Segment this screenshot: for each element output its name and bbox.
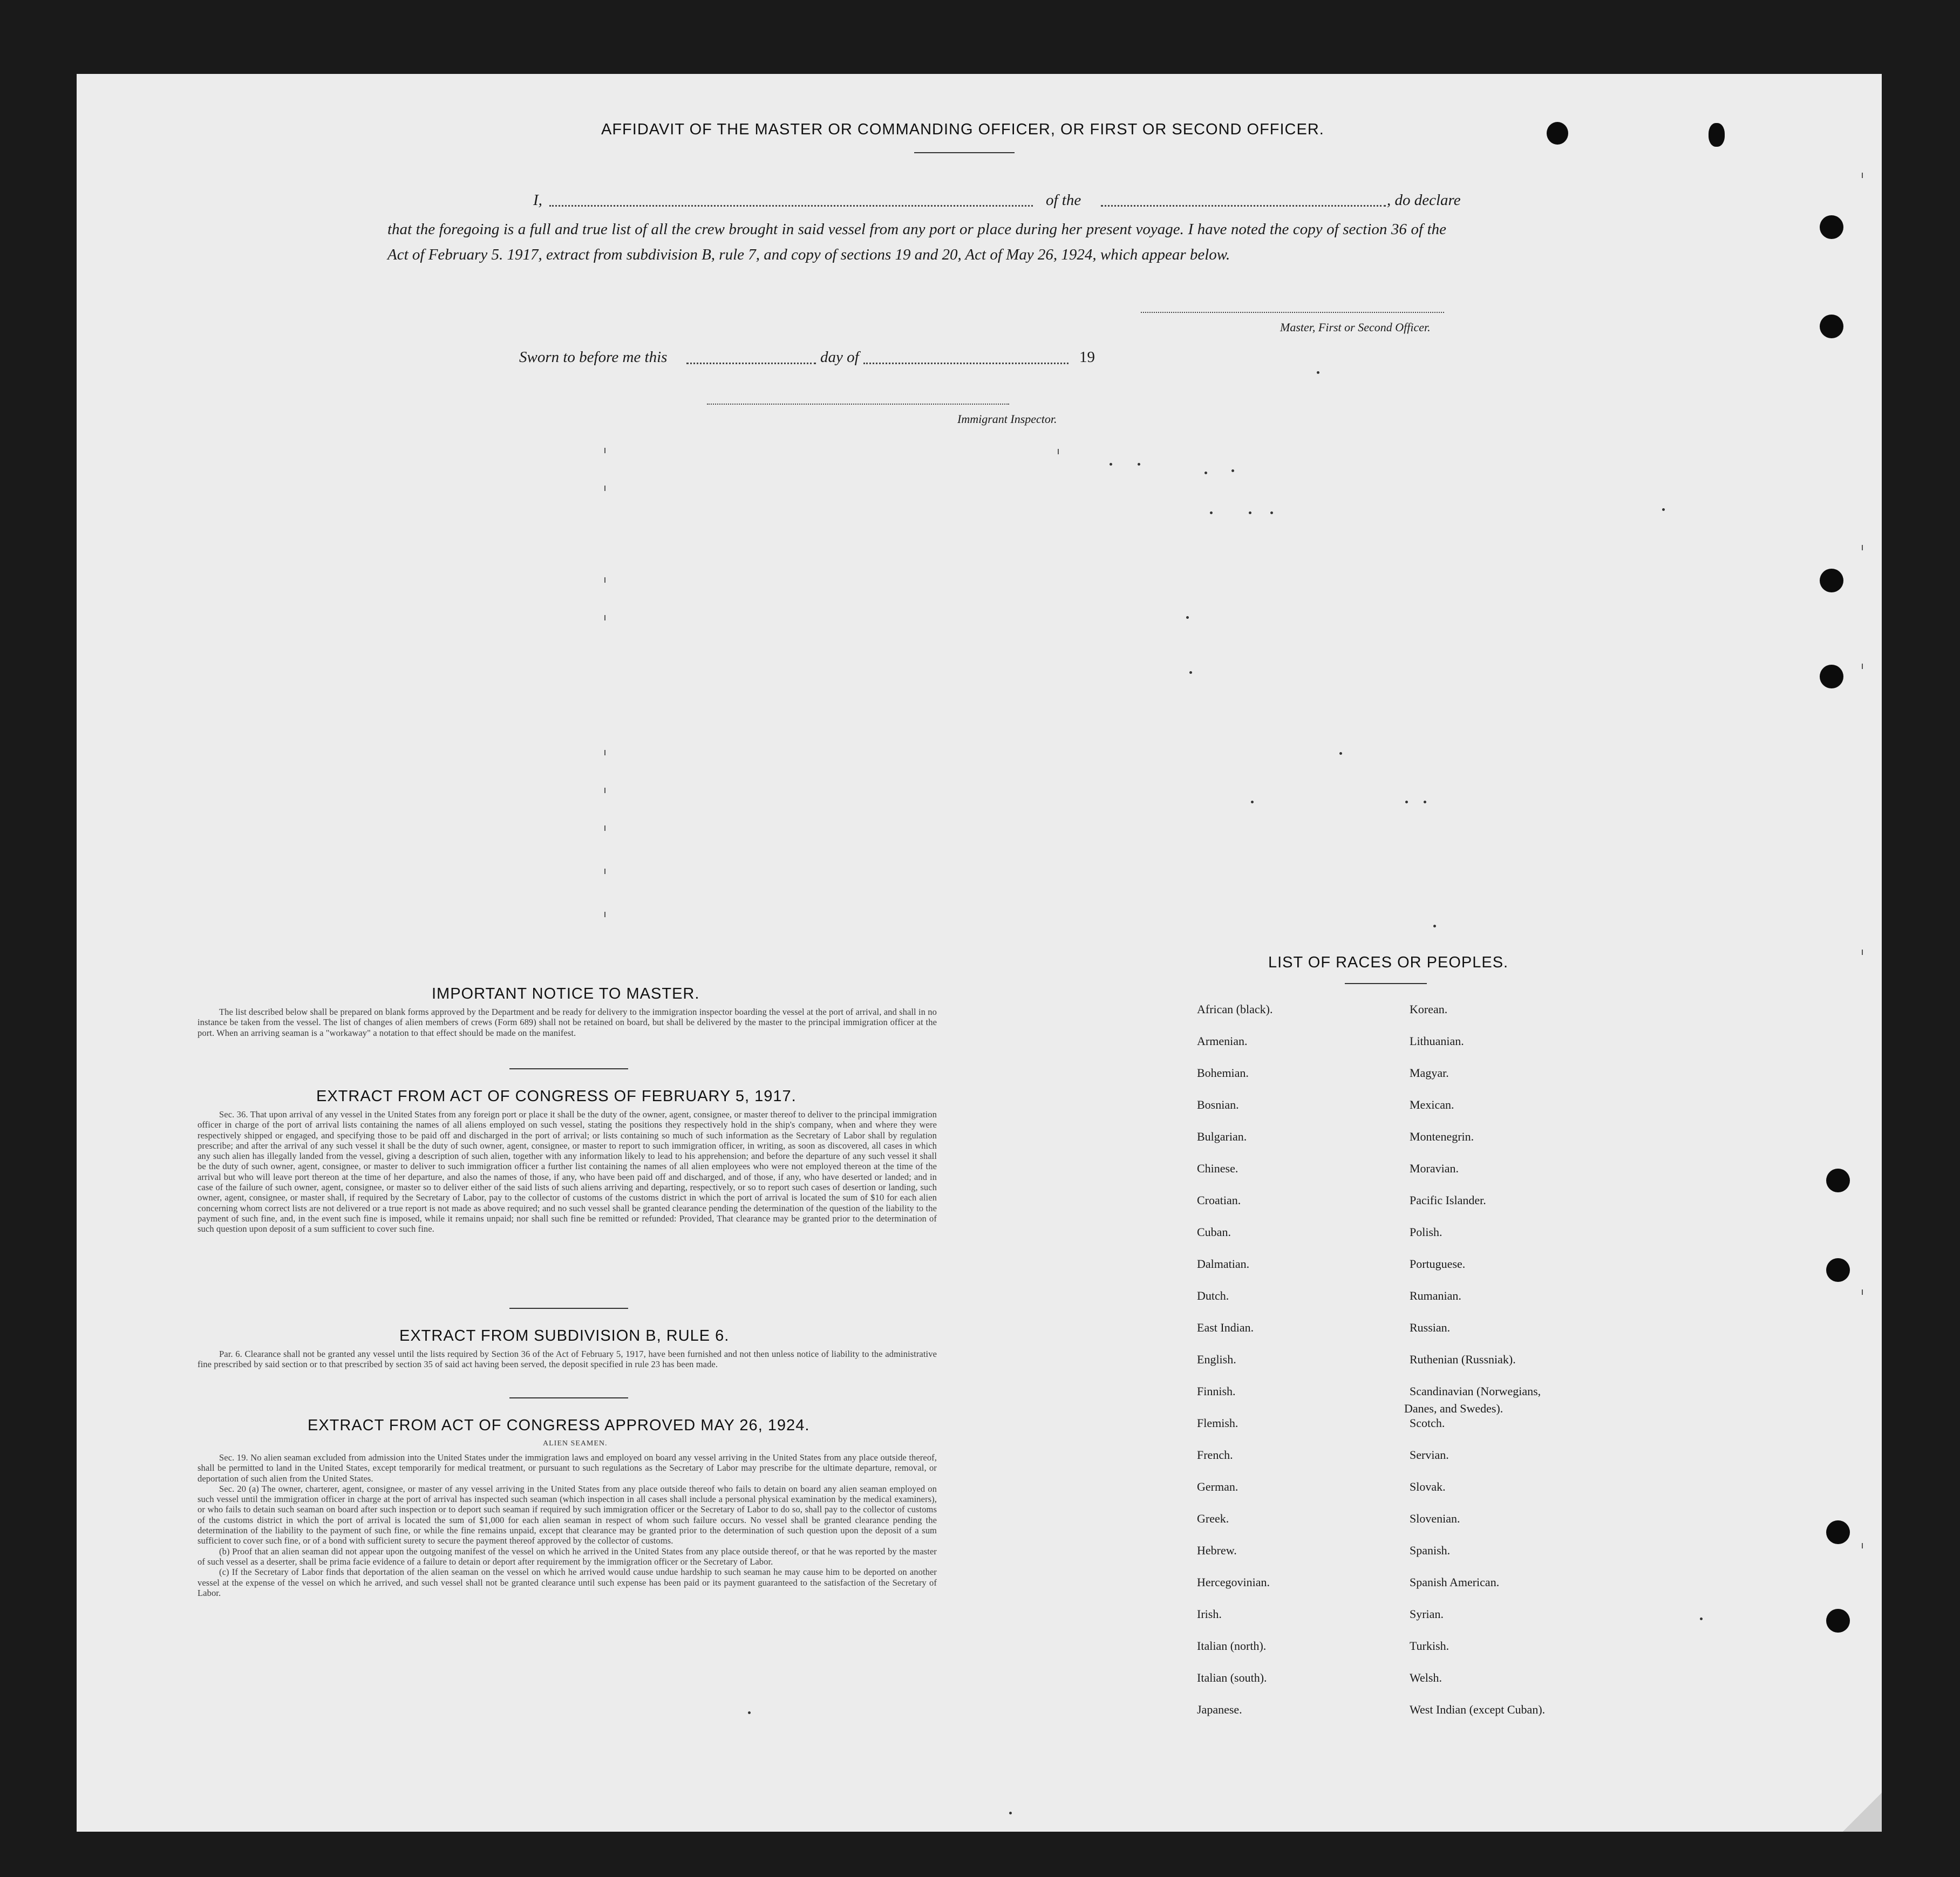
race-item: Moravian. — [1410, 1162, 1459, 1175]
scan-speck — [1186, 616, 1189, 619]
section-20b-paragraph: (b) Proof that an alien seaman did not appear upon the outgoing manifest of the vessel on which he arrived in the United States from any place outside thereof, or that he was reported by the master of such vessel as a deserter, shall be prima facie evidence of a failure to detain or deport after requirement by the immigration officer or the Secretary of Labor. — [198, 1546, 937, 1567]
race-item: Irish. — [1197, 1607, 1222, 1621]
scan-speck — [1009, 1812, 1012, 1814]
race-item: English. — [1197, 1353, 1236, 1366]
paragraph-6: Par. 6. Clearance shall not be granted any vessel until the lists required by Section 36 of the Act of February 5, 1917, have been furnished and not then unless notice of liability to the administrative fine prescribed by said section or to that prescribed by section 35 of said act having been served, the deposit specified in rule 23 has been made. — [198, 1349, 937, 1370]
punch-hole-icon — [1547, 122, 1568, 145]
of-the-label: of the — [1046, 192, 1081, 209]
race-item: Pacific Islander. — [1410, 1193, 1486, 1207]
punch-hole-icon — [1826, 1169, 1850, 1192]
race-item: West Indian (except Cuban). — [1410, 1703, 1546, 1716]
race-item: Finnish. — [1197, 1384, 1236, 1398]
affidavit-title: AFFIDAVIT OF THE MASTER OR COMMANDING OFFICER, OR FIRST OR SECOND OFFICER. — [601, 121, 1324, 138]
race-item: Rumanian. — [1410, 1289, 1461, 1302]
race-item: Slovak. — [1410, 1480, 1446, 1493]
master-signature-line[interactable] — [1141, 312, 1444, 313]
scan-speck — [1317, 371, 1319, 374]
race-item: Dalmatian. — [1197, 1257, 1250, 1271]
race-item: Spanish. — [1410, 1544, 1451, 1557]
section-divider — [509, 1068, 628, 1069]
year-label: 19 — [1079, 349, 1095, 366]
affidavit-body: that the foregoing is a full and true list of all the crew brought in said vessel from any port or place during her present voyage. I have noted the copy of section 36 of the Act of February 5. 1917, extract from subdivision B, rule 7, and copy of sections 19 and 20, Act of May 26, 1924, which appear below. — [387, 221, 1446, 263]
sworn-day-blank[interactable] — [686, 363, 816, 364]
extract-1924-title: EXTRACT FROM ACT OF CONGRESS APPROVED MAY 26, 1924. — [308, 1417, 810, 1434]
scan-mark — [604, 869, 605, 874]
race-item: Hercegovinian. — [1197, 1575, 1270, 1589]
race-item: Cuban. — [1197, 1225, 1231, 1239]
races-title-underline — [1345, 983, 1427, 984]
race-item: Chinese. — [1197, 1162, 1238, 1175]
extract-1924-body — [198, 1452, 937, 1598]
race-item: Dutch. — [1197, 1289, 1229, 1302]
race-item: Bosnian. — [1197, 1098, 1239, 1111]
scan-mark — [1862, 664, 1863, 669]
section-20a-paragraph: Sec. 20 (a) The owner, charterer, agent, consignee, or master of any vessel arriving in the United States from any place outside thereof who fails to detain on board any alien seaman employed on such vessel until the immigration officer in charge at the port of arrival has inspected such seaman (which inspection in all cases shall include a personal physical examination by the medical examiners), or who fails to detain such seaman on board after such inspection or to deport such seaman if required by such immigration officer or the Secretary of Labor to do so, shall pay to the collector of customs of the customs district in which the port of arrival is located the sum of $1,000 for each alien seaman in respect of whom such failure occurs. No vessel shall be granted clearance pending the determination of the liability to the payment of such fine, or while the fine remains unpaid, except that clearance may be granted prior to the determination of such question upon the deposit of a sum sufficient to cover such fine, or of a bond with sufficient surety to secure the payment thereof approved by the collector of customs. — [198, 1483, 937, 1546]
sworn-month-blank[interactable] — [863, 363, 1069, 364]
race-item: Bohemian. — [1197, 1066, 1249, 1080]
race-item: Scotch. — [1410, 1416, 1445, 1430]
race-item: Syrian. — [1410, 1607, 1444, 1621]
race-item: Scandinavian (Norwegians, — [1410, 1384, 1541, 1398]
race-item: Lithuanian. — [1410, 1034, 1464, 1048]
race-item: Mexican. — [1410, 1098, 1454, 1111]
scan-speck — [1433, 925, 1436, 927]
scan-speck — [1662, 508, 1665, 511]
scan-speck — [1210, 511, 1213, 514]
scan-mark — [1862, 950, 1863, 955]
scan-speck — [1204, 472, 1207, 474]
race-item: Russian. — [1410, 1321, 1451, 1334]
extract-1917-title: EXTRACT FROM ACT OF CONGRESS OF FEBRUARY 5, 1917. — [316, 1088, 797, 1105]
scan-speck — [1138, 463, 1140, 466]
race-item: Spanish American. — [1410, 1575, 1500, 1589]
race-item: Turkish. — [1410, 1639, 1449, 1653]
extract-rule6-body — [198, 1349, 937, 1370]
notice-body — [198, 1007, 937, 1038]
scan-mark — [604, 615, 605, 620]
master-signature-label: Master, First or Second Officer. — [1280, 320, 1431, 334]
section-divider — [509, 1397, 628, 1398]
race-item: Polish. — [1410, 1225, 1442, 1239]
scan-speck — [1405, 801, 1408, 803]
scan-speck — [1189, 671, 1192, 674]
inspector-signature-label: Immigrant Inspector. — [957, 412, 1057, 426]
race-item: Servian. — [1410, 1448, 1449, 1462]
inspector-signature-line[interactable] — [707, 404, 1009, 405]
notice-title: IMPORTANT NOTICE TO MASTER. — [432, 985, 700, 1002]
punch-hole-icon — [1826, 1258, 1850, 1282]
race-item-continuation: Danes, and Swedes). — [1404, 1402, 1503, 1415]
race-item: German. — [1197, 1480, 1238, 1493]
race-item: Flemish. — [1197, 1416, 1238, 1430]
scan-speck — [1249, 511, 1251, 514]
section-20c-paragraph: (c) If the Secretary of Labor finds that deportation of the alien seaman on the vessel on which he arrived would cause undue hardship to such seaman he may cause him to be deported on another vessel at the expense of the vessel on which he arrived, and such vessel shall not be granted clearance until such expense has been paid or its payment guaranteed to the satisfaction of the Secretary of Labor. — [198, 1567, 937, 1598]
race-item: African (black). — [1197, 1002, 1273, 1016]
race-item: Montenegrin. — [1410, 1130, 1474, 1143]
i-label: I, — [533, 192, 542, 209]
punch-hole-icon — [1826, 1520, 1850, 1544]
races-title: LIST OF RACES OR PEOPLES. — [1268, 954, 1509, 971]
scan-mark — [604, 486, 605, 491]
scan-speck — [748, 1711, 751, 1714]
race-item: Armenian. — [1197, 1034, 1248, 1048]
scan-speck — [1110, 463, 1112, 466]
scan-speck — [1270, 511, 1273, 514]
sworn-label: Sworn to before me this — [519, 349, 668, 366]
race-item: Bulgarian. — [1197, 1130, 1247, 1143]
extract-rule6-title: EXTRACT FROM SUBDIVISION B, RULE 6. — [399, 1327, 730, 1344]
extract-1917-body — [198, 1109, 937, 1234]
scan-speck — [1231, 469, 1234, 472]
section-36-paragraph: Sec. 36. That upon arrival of any vessel in the United States from any foreign port or place it shall be the duty of the owner, agent, consignee, or master thereof to deliver to the principal immigration officer in charge of the port of arrival lists containing the names of all aliens employed on such vessel, stating the positions they respectively hold in the ship's company, when and where they were respectively shipped or engaged, and specifying those to be paid off and discharged in the port of arrival; or lists containing so much of such information as the Secretary of Labor shall by regulation prescribe; and after the arrival of any such vessel it shall be the duty of such owner, agent, consignee, or master to report to such immigration officer, in writing, as soon as discovered, all cases in which any such alien has illegally landed from the vessel, giving a description of such alien, together with any information likely to lead to his apprehension; and before the departure of any such vessel it shall be the duty of such owner, agent, consignee, or master to deliver to such immigration officer a further list containing the names of all alien employees who were not employed thereon at the time of the arrival but who will leave port thereon at the time of her departure, and also the names of those, if any, who have been paid off and discharged, and of those, if any, who have deserted or landed; and in case of the failure of such owner, agent, consignee, or master so to deliver either of the said lists of such aliens arriving and departing, respectively, or so to report such cases of desertion or landing, such owner, agent, consignee, or master shall, if required by the Secretary of Labor, pay to the collector of customs of the customs district in which the port of arrival is located the sum of $10 for each alien concerning whom correct lists are not delivered or a true report is not made as above required; and no such vessel shall be granted clearance pending the determination of the question of the liability to the payment of such fine, and, in the event such fine is imposed, while it remains unpaid; nor shall such fine be remitted or refunded: Provided, That clearance may be granted prior to the determination of such question upon deposit of a sum sufficient to cover such fine. — [198, 1109, 937, 1234]
race-item: Welsh. — [1410, 1671, 1442, 1684]
punch-hole-icon — [1820, 569, 1843, 592]
do-declare-label: , do declare — [1387, 192, 1461, 209]
race-item: Italian (south). — [1197, 1671, 1267, 1684]
scan-speck — [1339, 752, 1342, 755]
scan-mark — [604, 788, 605, 793]
scan-mark — [1862, 545, 1863, 550]
scan-mark — [604, 825, 605, 831]
scan-mark — [1862, 173, 1863, 178]
race-item: Magyar. — [1410, 1066, 1449, 1080]
scan-mark — [604, 750, 605, 755]
race-item: French. — [1197, 1448, 1233, 1462]
day-of-label: day of — [820, 349, 859, 366]
race-item: Greek. — [1197, 1512, 1229, 1525]
section-19-paragraph: Sec. 19. No alien seaman excluded from admission into the United States under the immigration laws and employed on board any vessel arriving in the United States from any place outside thereof, shall be permitted to land in the United States, except temporarily for medical treatment, or pursuant to such regulations as the Secretary of Labor may prescribe for the ultimate departure, removal, or deportation of such alien from the United States. — [198, 1452, 937, 1484]
scan-mark — [604, 448, 605, 453]
race-item: Portuguese. — [1410, 1257, 1466, 1271]
race-item: Croatian. — [1197, 1193, 1241, 1207]
scan-speck — [1251, 801, 1254, 803]
scan-mark — [604, 577, 605, 583]
scan-mark — [1862, 1289, 1863, 1295]
race-item: Ruthenian (Russniak). — [1410, 1353, 1516, 1366]
scan-mark — [1862, 1543, 1863, 1548]
notice-paragraph: The list described below shall be prepared on blank forms approved by the Department and be ready for delivery to the immigration inspector boarding the vessel at the port of arrival, and shall in no instance be taken from the vessel. The list of changes of alien members of crews (Form 689) shall not be retained on board, but shall be delivered by the master to the principal immigration officer at the port. When an arriving seaman is a "workaway" a notation to that effect should be made on the manifest. — [198, 1007, 937, 1038]
race-item: Korean. — [1410, 1002, 1448, 1016]
scan-mark — [1058, 449, 1059, 454]
section-divider — [509, 1308, 628, 1309]
race-item: Hebrew. — [1197, 1544, 1237, 1557]
name-blank[interactable] — [549, 205, 1033, 207]
race-item: Japanese. — [1197, 1703, 1242, 1716]
race-item: Slovenian. — [1410, 1512, 1460, 1525]
vessel-blank[interactable] — [1101, 205, 1386, 207]
sheet-corner — [1833, 1783, 1882, 1832]
race-item: Italian (north). — [1197, 1639, 1267, 1653]
punch-hole-icon — [1820, 215, 1843, 239]
race-item: East Indian. — [1197, 1321, 1254, 1334]
scan-speck — [1700, 1617, 1703, 1620]
punch-hole-icon — [1826, 1609, 1850, 1633]
alien-seamen-subtitle: ALIEN SEAMEN. — [543, 1439, 608, 1448]
scan-speck — [1424, 801, 1426, 803]
punch-hole-icon — [1820, 315, 1843, 338]
scan-mark — [604, 912, 605, 917]
punch-hole-icon — [1709, 123, 1725, 147]
title-underline — [914, 152, 1015, 153]
punch-hole-icon — [1820, 665, 1843, 688]
